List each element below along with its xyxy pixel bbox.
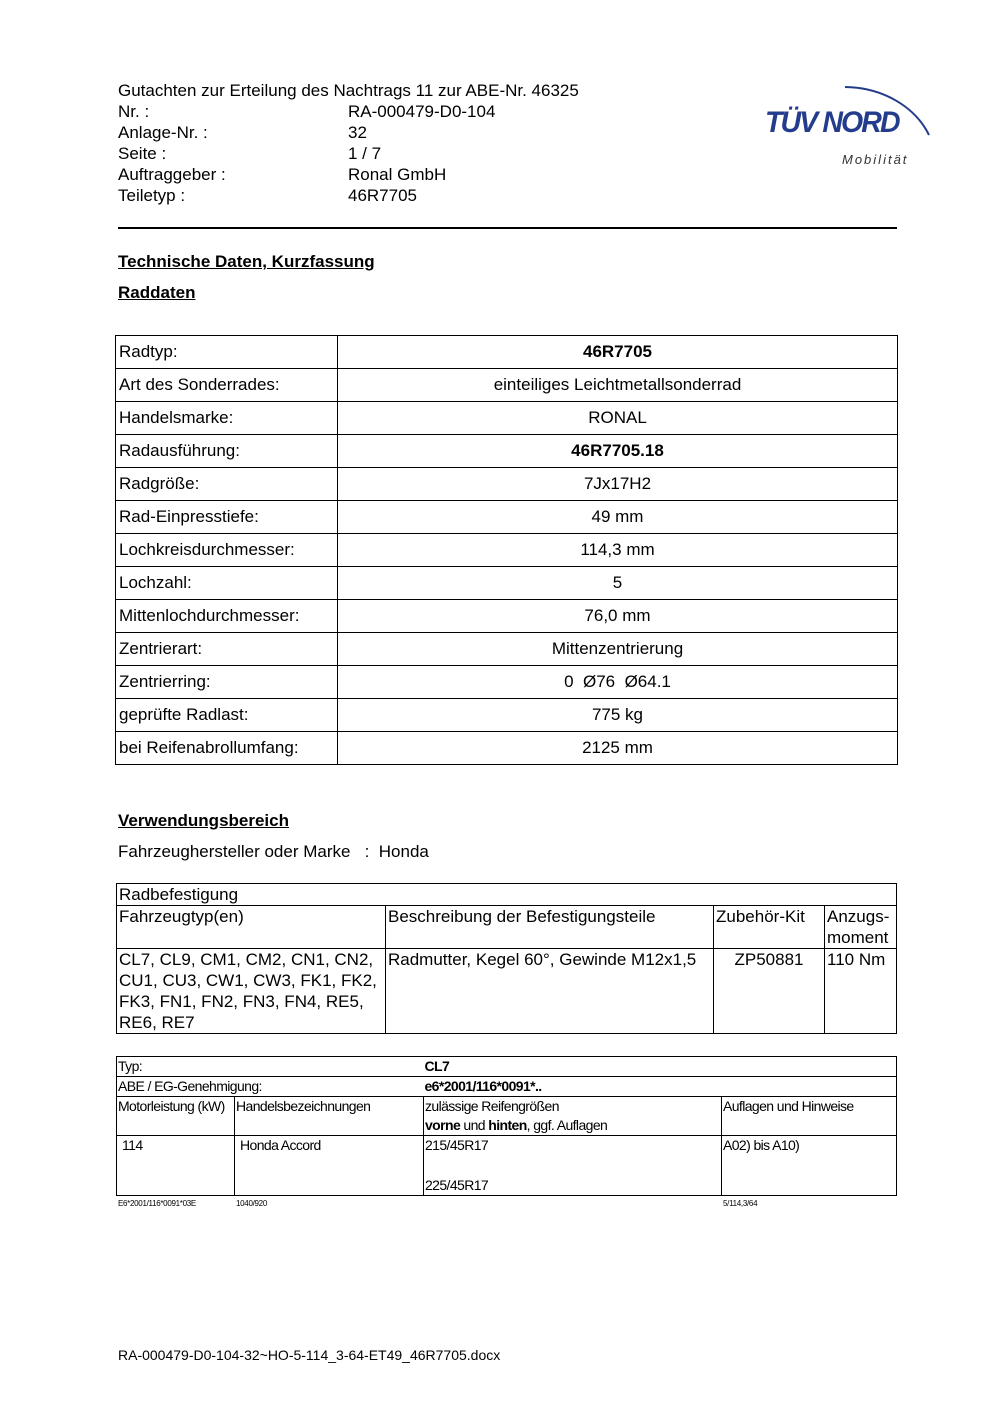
cell-kit: ZP50881	[714, 949, 825, 1034]
header-title: Gutachten zur Erteilung des Nachtrags 11 zur ABE-Nr. 46325	[118, 81, 579, 100]
raddaten-table	[115, 335, 898, 765]
row-label: Mittenlochdurchmesser:	[116, 600, 338, 633]
cell-kw: 114	[117, 1136, 235, 1196]
cell-handelsname: Honda Accord	[235, 1136, 424, 1196]
row-label: Rad-Einpresstiefe:	[116, 501, 338, 534]
table-row	[116, 501, 898, 534]
und-text: und	[460, 1117, 489, 1133]
column-header-line: Anzugs-	[827, 907, 890, 926]
tuv-nord-logo	[765, 57, 945, 172]
table-row	[116, 534, 898, 567]
table-title: Radbefestigung	[117, 884, 897, 906]
table-row	[117, 1077, 897, 1097]
fine-print-a: E6*2001/116*0091*03E	[118, 1199, 196, 1208]
table-row	[116, 369, 898, 402]
logo-subtitle: Mobilität	[842, 152, 909, 167]
header-row-teiletyp	[118, 185, 579, 206]
cell-beschreibung: Radmutter, Kegel 60°, Gewinde M12x1,5	[386, 949, 714, 1034]
row-value: 2125 mm	[338, 732, 898, 765]
column-header: Handelsbezeichnungen	[235, 1097, 424, 1136]
header-label: Anlage-Nr. :	[118, 123, 208, 142]
row-value: 0 Ø76 Ø64.1	[338, 666, 898, 699]
table-row	[116, 666, 898, 699]
header-label: Teiletyp :	[118, 186, 186, 205]
header-divider	[118, 227, 897, 229]
header-value: 1 / 7	[348, 144, 382, 163]
column-header-line: moment	[827, 928, 889, 947]
table-row	[117, 949, 897, 1034]
row-label: Lochkreisdurchmesser:	[116, 534, 338, 567]
spacer	[425, 1155, 720, 1176]
row-label: geprüfte Radlast:	[116, 699, 338, 732]
abe-value: e6*2001/116*0091*..	[424, 1077, 897, 1097]
column-header: Auflagen und Hinweise	[722, 1097, 897, 1136]
row-value: Mittenzentrierung	[338, 633, 898, 666]
table-row	[117, 1057, 897, 1077]
cell-moment: 110 Nm	[825, 949, 897, 1034]
footer-filename: RA-000479-D0-104-32~HO-5-114_3-64-ET49_46R7705.docx	[118, 1347, 501, 1363]
header-label: Auftraggeber :	[118, 165, 226, 184]
header-value: 46R7705	[348, 186, 418, 205]
header-label: Nr. :	[118, 102, 150, 121]
table-row	[116, 633, 898, 666]
table-row	[116, 732, 898, 765]
header-label: Seite :	[118, 144, 167, 163]
header-value: RA-000479-D0-104	[348, 102, 496, 121]
cell-auflagen: A02) bis A10)	[722, 1136, 897, 1196]
radbefestigung-table	[116, 883, 897, 1034]
row-label: Radtyp:	[116, 336, 338, 369]
section-title-verwendung: Verwendungsbereich	[118, 811, 289, 830]
row-value: 114,3 mm	[338, 534, 898, 567]
row-value: 76,0 mm	[338, 600, 898, 633]
row-label: Handelsmarke:	[116, 402, 338, 435]
header-value: Ronal GmbH	[348, 165, 447, 184]
row-value: 49 mm	[338, 501, 898, 534]
header-value: 32	[348, 123, 367, 142]
row-value: RONAL	[338, 402, 898, 435]
row-label: bei Reifenabrollumfang:	[116, 732, 338, 765]
row-label: Radausführung:	[116, 435, 338, 468]
row-value: einteiliges Leichtmetallsonderrad	[338, 369, 898, 402]
table-row	[116, 699, 898, 732]
column-header: Motorleistung (kW)	[117, 1097, 235, 1136]
column-header: Beschreibung der Befestigungsteile	[386, 906, 714, 949]
column-header-line: zulässige Reifengrößen	[425, 1098, 559, 1114]
section-subtitle-raddaten: Raddaten	[118, 283, 196, 302]
header-row-anlage	[118, 122, 579, 143]
table-header-row	[117, 1097, 897, 1136]
column-header-reifen	[424, 1097, 722, 1136]
row-label: Radgröße:	[116, 468, 338, 501]
header-row-seite	[118, 143, 579, 164]
table-row	[116, 567, 898, 600]
table-row	[117, 1136, 897, 1196]
column-header: Zubehör-Kit	[714, 906, 825, 949]
fine-print-c: 5/114,3/64	[723, 1199, 758, 1208]
row-label: Lochzahl:	[116, 567, 338, 600]
table-header-row	[117, 906, 897, 949]
document-header	[118, 80, 579, 206]
cell-types: CL7, CL9, CM1, CM2, CN1, CN2, CU1, CU3, CW1, CW3, FK1, FK2, FK3, FN1, FN2, FN3, FN4, RE5, RE6, RE7	[117, 949, 386, 1034]
table-row	[116, 336, 898, 369]
header-row-auftraggeber	[118, 164, 579, 185]
table-row	[116, 435, 898, 468]
row-value: 7Jx17H2	[338, 468, 898, 501]
section-title: Technische Daten, Kurzfassung	[118, 252, 375, 271]
cell-reifen	[424, 1136, 722, 1196]
table-row	[117, 884, 897, 906]
column-header: Fahrzeugtyp(en)	[117, 906, 386, 949]
table-row	[116, 468, 898, 501]
reifen-size: 215/45R17	[425, 1137, 489, 1153]
row-label: Zentrierart:	[116, 633, 338, 666]
hinten-text: hinten	[488, 1117, 527, 1133]
reifen-size: 225/45R17	[425, 1177, 489, 1193]
hersteller-line: Fahrzeughersteller oder Marke : Honda	[118, 842, 429, 861]
rest-text: , ggf. Auflagen	[526, 1117, 608, 1133]
logo-wordmark: TÜV NORD	[765, 106, 899, 139]
table-row	[116, 600, 898, 633]
typ-value: CL7	[424, 1057, 897, 1077]
row-label: Zentrierring:	[116, 666, 338, 699]
column-header-moment	[825, 906, 897, 949]
row-value: 775 kg	[338, 699, 898, 732]
row-label: Art des Sonderrades:	[116, 369, 338, 402]
abe-label: ABE / EG-Genehmigung:	[117, 1077, 424, 1097]
table-row	[116, 402, 898, 435]
row-value: 46R7705	[338, 336, 898, 369]
fine-print-b: 1040/920	[236, 1199, 267, 1208]
typ-label: Typ:	[117, 1057, 424, 1077]
column-header-line	[425, 1116, 720, 1135]
typ-table	[116, 1056, 897, 1196]
header-row-nr	[118, 101, 579, 122]
vorne-text: vorne	[425, 1117, 461, 1133]
row-value: 5	[338, 567, 898, 600]
row-value: 46R7705.18	[338, 435, 898, 468]
